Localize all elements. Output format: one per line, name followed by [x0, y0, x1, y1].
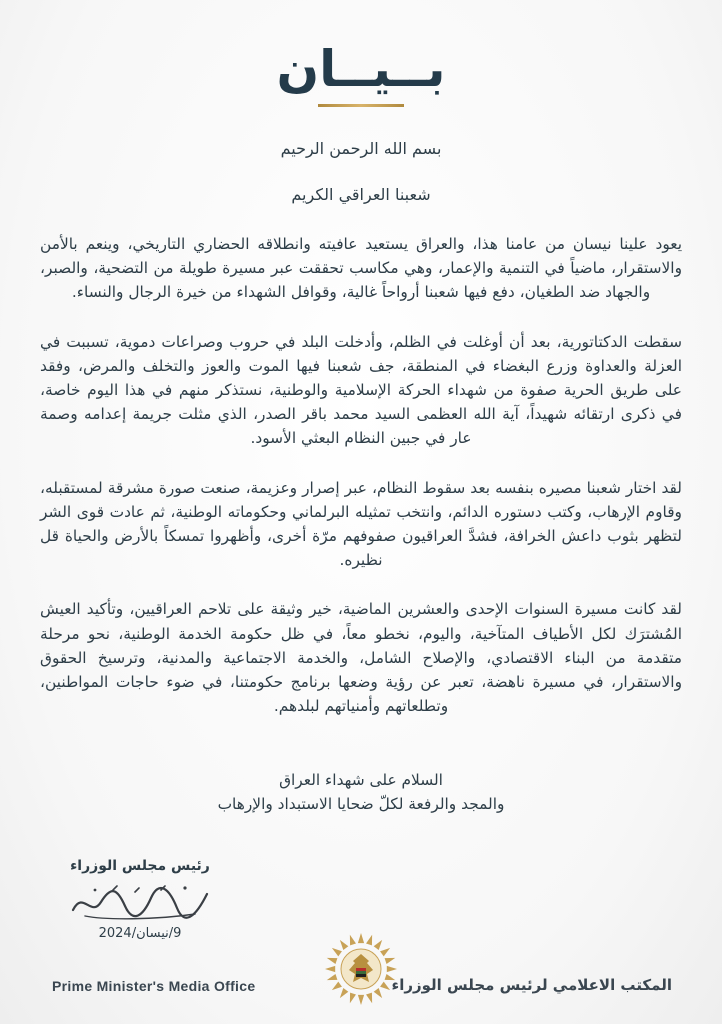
- paragraph: يعود علينا نيسان من عامنا هذا، والعراق يستعيد عافيته وانطلاقه الحضاري التاريخي، وينعم بالأمن والاستقرار، ماضياً في التنمية والإعمار، وهي مكاسب تحققت عبر مسيرة طويلة من التضحية، والصبر، والجهاد ضد الطغيان، دفع فيها شعبنا أرواحاً غالية، وقوافل الشهداء من خيرة الرجال والنساء.: [40, 235, 682, 302]
- basmala: بسم الله الرحمن الرحيم: [280, 139, 442, 158]
- closing-line: السلام على شهداء العراق: [279, 771, 443, 789]
- footer-office-arabic: المكتب الاعلامي لرئيس مجلس الوزراء: [391, 976, 672, 994]
- page-title: بــيــان: [276, 40, 446, 98]
- statement-body: [40, 232, 682, 743]
- title-underline: [318, 104, 404, 107]
- title-block: [0, 40, 722, 107]
- closing-line: والمجد والرفعة لكلّ ضحايا الاستبداد والإرهاب: [217, 795, 505, 813]
- closing-block: [0, 768, 722, 816]
- footer-office-english: Prime Minister's Media Office: [52, 978, 256, 994]
- paragraph: سقطت الدكتاتورية، بعد أن أوغلت في الظلم، وأدخلت البلد في حروب وصراعات دموية، تسببت في العزلة والعداوة وزرع البغضاء في المنطقة، جف شعبنا فيها الموت والعوز والتخلف والمرض، وفقد على طريق الحرية صفوة من شهداء الحركة الإسلامية والوطنية، نستذكر منهم في هذا اليوم خاصة، في ذكرى ارتقائه شهيداً، آية الله العظمى السيد محمد باقر الصدر، الذي مثلت جريمة إعدامه وصمة عار في جبين النظام البعثي الأسود.: [40, 332, 682, 448]
- handwritten-signature: [65, 880, 215, 924]
- iraq-coat-of-arms-icon: [322, 930, 400, 1008]
- greeting: شعبنا العراقي الكريم: [291, 185, 431, 204]
- signature-date: 9/نيسان/2024: [98, 926, 182, 941]
- signature-block: [60, 858, 220, 941]
- signature-title: رئيس مجلس الوزراء: [70, 858, 210, 874]
- paragraph: لقد اختار شعبنا مصيره بنفسه بعد سقوط النظام، عبر إصرار وعزيمة، صنعت صورة مشرقة لمستقبله، وقاوم الإرهاب، وكتب دستوره الدائم، وانتخب تمثيله البرلماني وحكوماته الوطنية، ثم عادت قوى الشر لتظهر بثوب داعش الخرافة، فشدَّ العراقيون صفوفهم مرّة أخرى، وأظهروا تمسكاً بالأرض والحياة قل نظيره.: [40, 478, 682, 570]
- paragraph: لقد كانت مسيرة السنوات الإحدى والعشرين الماضية، خير وثيقة على تلاحم العراقيين، وتأكيد العيش المُشترَك لكل الأطياف المتآخية، واليوم، نخطو معاً، في ظل حكومة الخدمة الوطنية، نحو مرحلة متقدمة من البناء الاقتصادي، والإصلاح الشامل، والخدمة الاجتماعية والمدنية، وترسيخ الحقوق والاستقرار، في مسيرة ناهضة، تعبر عن رؤية وضعها برنامج حكومتنا، في ضوء حاجات المواطنين، وتطلعاتهم وأمنياتهم لبلدهم.: [40, 600, 682, 716]
